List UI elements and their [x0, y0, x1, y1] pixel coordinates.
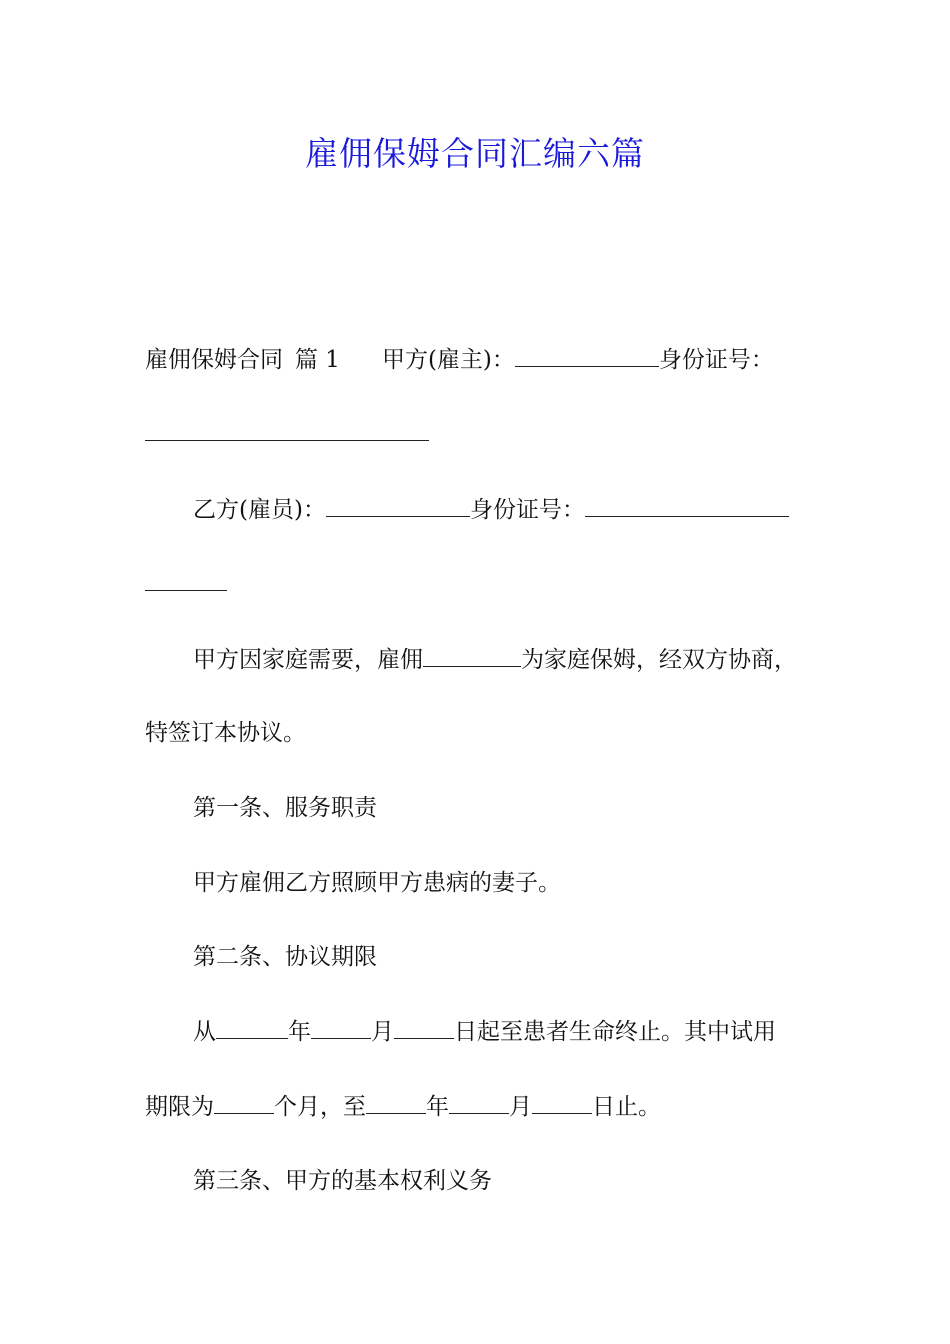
- term-line-1: [193, 1016, 776, 1047]
- party-a-name-blank: [515, 344, 659, 367]
- start-month-blank: [311, 1016, 371, 1039]
- trial-end-month-blank: [449, 1091, 509, 1114]
- start-day-blank: [394, 1016, 454, 1039]
- nanny-name-blank: [423, 644, 521, 667]
- trial-months-text: 个月，至: [274, 1094, 366, 1120]
- party-b-id-blank: [585, 494, 789, 517]
- article-2-heading: 第二条、协议期限: [193, 944, 377, 970]
- party-b-id-blank-cont: [145, 568, 227, 591]
- term-month: 月: [371, 1019, 394, 1045]
- article-1-text: 甲方雇佣乙方照顾甲方患病的妻子。: [193, 870, 561, 896]
- trial-end-day-blank: [532, 1091, 592, 1114]
- term-from: 从: [193, 1019, 216, 1045]
- trial-end-year-blank: [366, 1091, 426, 1114]
- trial-end-text: 日止。: [592, 1094, 661, 1120]
- paragraph-intro-cont: 特签订本协议。: [145, 720, 306, 746]
- line-id-continued-b: [145, 568, 227, 599]
- line-heading: [145, 344, 774, 375]
- article-3-heading: 第三条、甲方的基本权利义务: [193, 1168, 492, 1194]
- start-year-blank: [216, 1016, 288, 1039]
- line-party-b: [193, 494, 789, 525]
- paragraph-intro: [193, 644, 797, 675]
- intro-text-a: 甲方因家庭需要，雇佣: [193, 647, 423, 673]
- term-year: 年: [288, 1019, 311, 1045]
- section-label: 篇 1: [295, 347, 340, 373]
- line-id-continued: [145, 418, 429, 449]
- trial-year: 年: [426, 1094, 449, 1120]
- intro-text-b: 为家庭保姆，经双方协商，: [521, 647, 797, 673]
- trial-label: 期限为: [145, 1094, 214, 1120]
- term-line-2: [145, 1091, 661, 1122]
- party-a-id-label: 身份证号：: [658, 347, 774, 373]
- term-day-text: 日起至患者生命终止。其中试用: [454, 1019, 776, 1045]
- party-b-name-blank: [326, 494, 470, 517]
- party-a-id-blank: [145, 418, 429, 441]
- contract-heading: 雇佣保姆合同: [145, 347, 283, 373]
- trial-months-blank: [214, 1091, 274, 1114]
- article-1-heading: 第一条、服务职责: [193, 795, 377, 821]
- party-b-id-label: 身份证号：: [469, 497, 585, 523]
- trial-month: 月: [509, 1094, 532, 1120]
- party-a-label: 甲方(雇主)：: [381, 347, 515, 373]
- document-title: 雇佣保姆合同汇编六篇: [305, 134, 645, 173]
- party-b-label: 乙方(雇员)：: [193, 497, 326, 523]
